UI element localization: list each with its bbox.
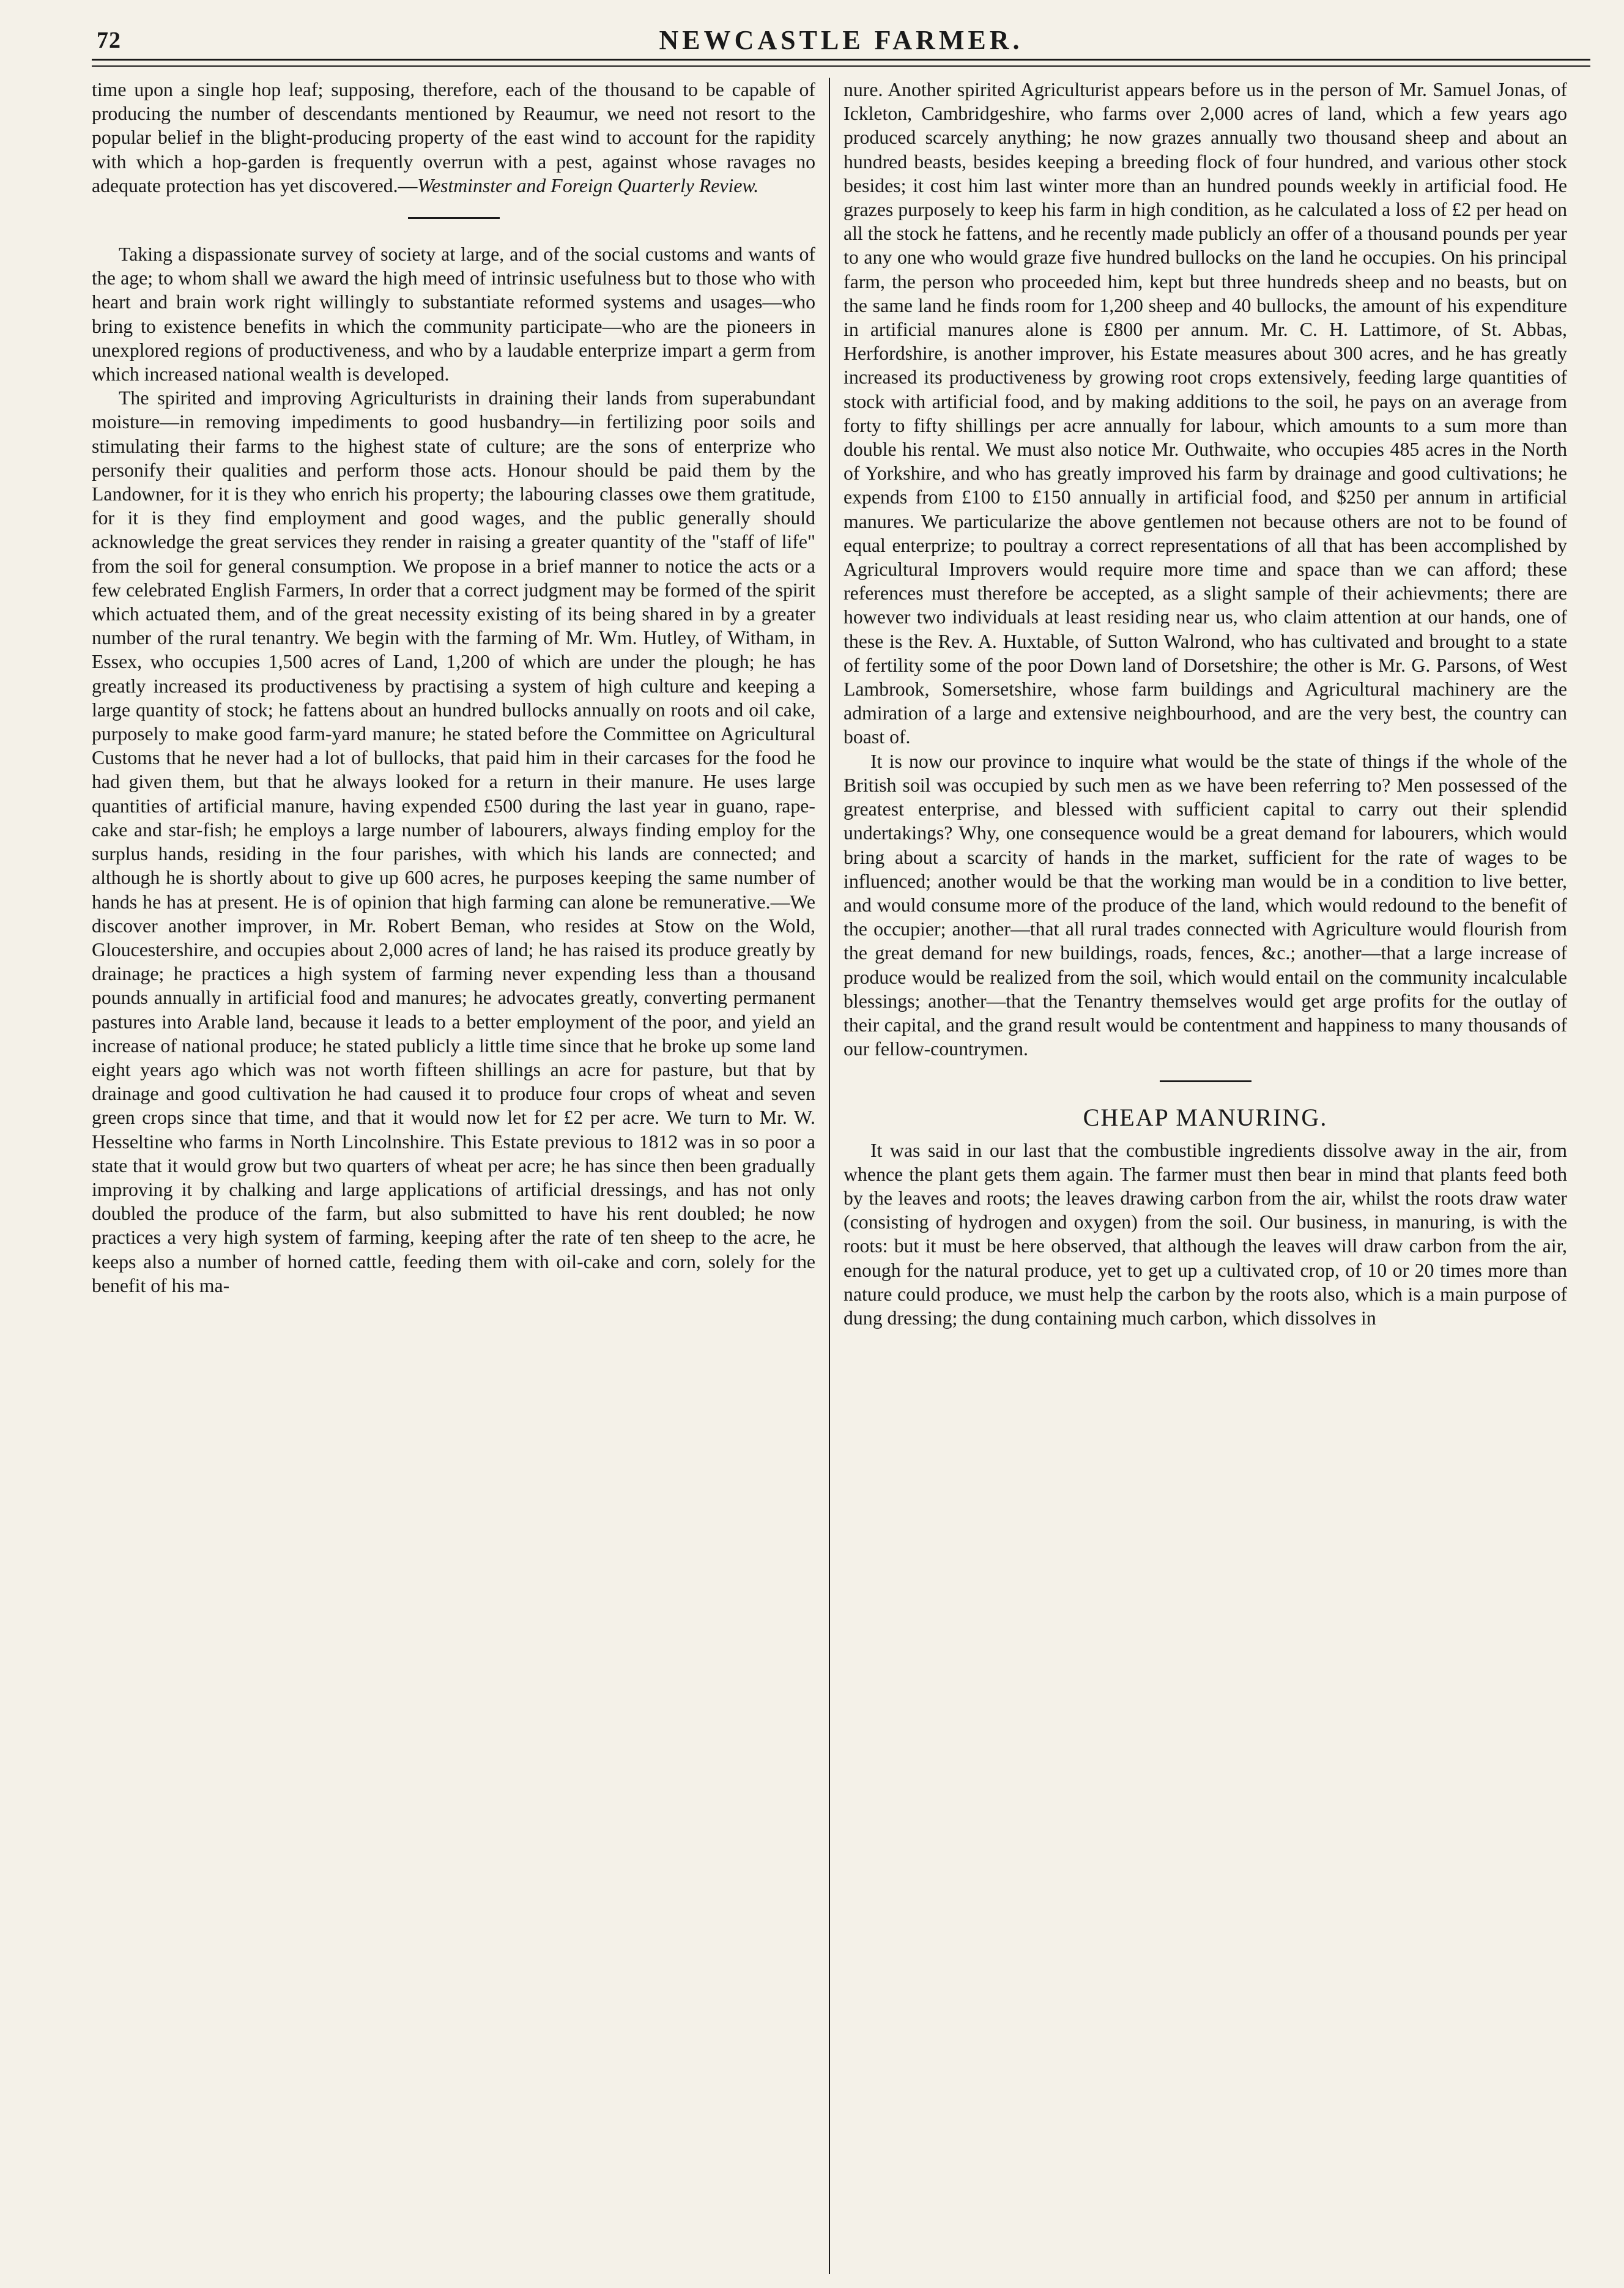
left-column [92,78,829,2274]
article-text: time upon a single hop leaf; supposing, therefore, each of the thousand to be capable of producing the number of descendants mentioned by Reaumur, we need not resort to the popular belief in the blight-producing property of the east wind to account for the rapidity with which a hop-garden is frequently overrun with a pest, against whose ravages no adequate protection has yet discovered.— [92,79,815,196]
section-heading: CHEAP MANURING. [1083,1104,1328,1132]
header-rule [92,59,1590,67]
article-divider [1160,1080,1251,1082]
article-paragraph [92,78,815,198]
running-title: NEWCASTLE FARMER. [659,25,1023,55]
article-paragraph: It was said in our last that the combustible ingredients dissolve away in the air, from whence the plant gets them again. The farmer must then bear in mind that plants feed both by the leaves and roots; the leaves drawing carbon from the air, whilst the roots draw water (consisting of hydrogen and oxygen) from the soil. Our business, in manuring, is with the roots: but it must be here observed, that although the leaves will draw carbon from the air, enough for the natural produce, yet to get up a cultivated crop, of 10 or 20 times more than nature could produce, we must help the carbon by the roots also, which is a main purpose of dung dressing; the dung containing much carbon, which dissolves in [844,1139,1567,1329]
article-paragraph: nure. Another spirited Agriculturist appears before us in the person of Mr. Samuel Jonas, of Ickleton, Cambridgeshire, who farms over 2,000 acres of land, which a few years ago produced scarcely anything; he now grazes annually two thousand sheep and about an hundred beasts, besides keeping a breeding flock of four hundred, and various other stock besides; it cost him last winter more than an hundred pounds weekly in artificial food. He grazes purposely to keep his farm in high condition, as he calculated a loss of £2 per head on all the stock he fattens, and he recently made publicly an offer of a thousand pounds per year to any one who would graze five hundred bullocks on the land he occupies. On his principal farm, the person who proceeded him, kept but three hundreds sheep and no beasts, but on the same land he finds room for 1,200 sheep and 40 bullocks, the amount of his expenditure in artificial manures alone is £800 per annum. Mr. C. H. Lattimore, of St. Abbas, Herfordshire, is another improver, his Estate measures about 300 acres, and he has greatly increased its productiveness by growing root crops extensively, feeding large quantities of stock with artificial food, and by making additions to the soil, he pays on an average from forty to fifty shillings per acre annually for labour, which amounts to a sum more than double his rental. We must also notice Mr. Outhwaite, who occupies 485 acres in the North of Yorkshire, and who has greatly improved his farm by drainage and good cultivations; he expends from £100 to £150 annually in artificial food, and $250 per annum in artificial manures. We particularize the above gentlemen not because others are not to be found of equal enterprize; to poultray a correct representations of all that has been accomplished by Agricultural Improvers would require more time and space than we can afford; these references must therefore be accepted, as a slight sample of their achievments; there are however two individuals at least residing near us, who claim attention at our hands, one of these is the Rev. A. Huxtable, of Sutton Walrond, who has cultivated and brought to a state of fertility some of the poor Down land of Dorsetshire; the other is Mr. G. Parsons, of West Lambrook, Somersetshire, whose farm buildings and Agricultural machinery are the admiration of a large and extensive neighbourhood, and are the very best, the country can boast of. [844,79,1567,748]
right-column [830,78,1567,2274]
columns [92,78,1590,2274]
article-paragraph: It is now our province to inquire what would be the state of things if the whole of the British soil was occupied by such men as we have been referring to? Men possessed of the greatest enterprise, and blessed with sufficient capital to carry out their splendid undertakings? Why, one consequence would be a great demand for labourers, which would bring about a scarcity of hands in the market, sufficient for the rate of wages to be influenced; another would be that the working man would be in a condition to live better, and would consume more of the produce of the land, which would redound to the benefit of the occupier; another—that all rural trades connected with Agriculture would flourish from the great demand for new buildings, roads, fences, &c.; another—that a large increase of produce would be realized from the soil, which would entail on the community incalculable blessings; another—that the Tenantry themselves would get arge profits for the outlay of their capital, and the grand result would be contentment and happiness to many thousands of our fellow-countrymen. [844,750,1567,1060]
source-citation: Westminster and Foreign Quarterly Review. [417,174,759,196]
page-number: 72 [97,28,121,53]
article-divider [408,217,500,219]
page-header [92,24,1590,56]
article-paragraph: The spirited and improving Agriculturists in draining their lands from superabundant moisture—in removing impediments to good husbandry—in fertilizing poor soils and stimulating their farms to the highest state of culture; are the sons of enterprize who personify their qualities and perform those acts. Honour should be paid them by the Landowner, for it is they who enrich his property; the labouring classes owe them gratitude, for it is they find employment and good wages, and the public generally should acknowledge the great services they render in raising a greater quantity of the "staff of life" from the soil for general consumption. We propose in a brief manner to notice the acts or a few celebrated English Farmers, In order that a correct judgment may be formed of the spirit which actuated them, and of the great necessity existing of its being shared in by a greater number of the rural tenantry. We begin with the farming of Mr. Wm. Hutley, of Witham, in Essex, who occupies 1,500 acres of Land, 1,200 of which are under the plough; he has greatly increased its productiveness by practising a system of high culture and keeping a large quantity of stock; he fattens about an hundred bullocks annually on roots and oil cake, purposely to make good farm-yard manure; he stated before the Committee on Agricultural Customs that he never had a lot of bullocks, that paid him in their carcases for the food he had given them, but that he always looked for a return in their manure. He uses large quantities of artificial manure, having expended £500 during the last year in guano, rape-cake and star-fish; he employs a large number of labourers, always finding employ for the surplus hands, residing in the four parishes, with which his lands are connected; and although he is shortly about to give up 600 acres, he purposes keeping the same number of hands he has at present. He is of opinion that high farming can alone be remunerative.—We discover another improver, in Mr. Robert Beman, who resides at Stow on the Wold, Gloucestershire, and occupies about 2,000 acres of land; he has raised its produce greatly by drainage; he practices a high system of farming never expending less than a thousand pounds annually in artificial food and manures; he advocates greatly, converting permanent pastures into Arable land, because it leads to a better employment of the poor, and yield an increase of national produce; he stated publicly a little time since that he broke up some land eight years ago which was not worth fifteen shillings an acre for pasture, but that by drainage and good cultivation he had caused it to produce four crops of wheat and seven green crops since that time, and that it would now let for £2 per acre. We turn to Mr. W. Hesseltine who farms in North Lincolnshire. This Estate previous to 1812 was in so poor a state that it would grow but two quarters of wheat per acre; he has since then been gradually improving it by chalking and large applications of artificial dressings, and has not only doubled the produce of the farm, but also submitted to have his rent doubled; he now practices a very high system of farming, keeping after the rate of ten sheep to the acre, he keeps also a number of horned cattle, feeding them with oil-cake and corn, solely for the benefit of his ma- [92,387,815,1296]
article-paragraph: Taking a dispassionate survey of society at large, and of the social customs and wants of the age; to whom shall we award the high meed of intrinsic usefulness but to those who with heart and brain work right willingly to substantiate reformed systems and usages—who bring to existence benefits in which the community participate—who are the pioneers in unexplored regions of productiveness, and who by a laudable enterprize impart a germ from which increased national wealth is developed. [92,243,815,385]
